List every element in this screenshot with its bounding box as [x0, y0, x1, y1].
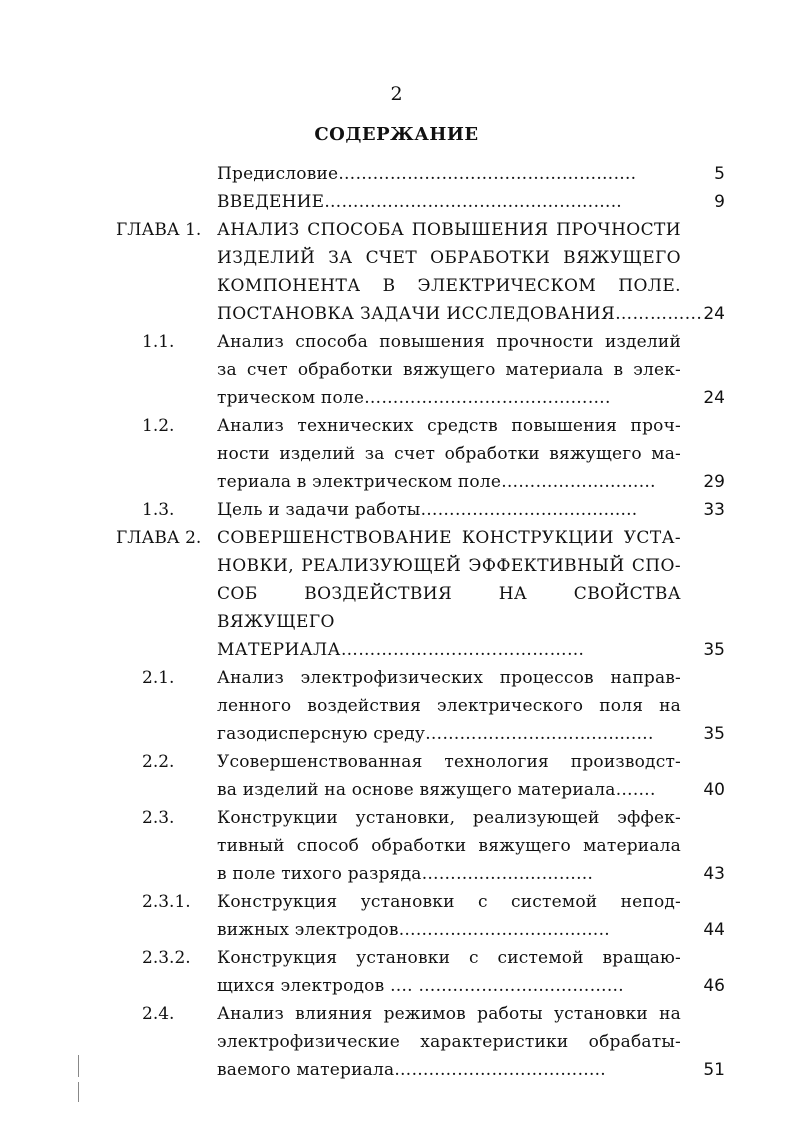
- page-number: 2: [390, 83, 403, 105]
- toc-entry-section: [0, 748, 793, 804]
- page-title: СОДЕРЖАНИЕ: [314, 124, 479, 145]
- toc-entry-number: ГЛАВА 1.: [116, 220, 202, 240]
- toc-entry-section: [0, 328, 793, 412]
- toc-line: щихся электродов …. …..……………....…………: [217, 976, 625, 996]
- toc-page-number: 29: [703, 472, 725, 492]
- toc-entry-subsection: [0, 888, 793, 944]
- scan-margin-mark: [78, 1055, 79, 1077]
- toc-line: НОВКИ, РЕАЛИЗУЮЩЕЙ ЭФФЕКТИВНЫЙ СПО-: [217, 556, 681, 576]
- toc-line: Конструкция установки с системой вращаю-: [217, 948, 681, 968]
- toc-entry-section: [0, 496, 793, 524]
- toc-page-number: 24: [703, 388, 725, 408]
- toc-page-number: 9: [714, 192, 725, 212]
- toc-line: МАТЕРИАЛА………………..…….……………: [217, 640, 585, 660]
- toc-entry-chapter-2: [0, 524, 793, 664]
- toc-entry-text: [217, 216, 703, 328]
- toc-line: электрофизические характеристики обрабаты-: [217, 1032, 681, 1052]
- toc-entry-preface: [0, 160, 793, 188]
- toc-entry-section: [0, 1000, 793, 1084]
- toc-line: Анализ электрофизических процессов направ-: [217, 668, 681, 688]
- toc-line: СОВЕРШЕНСТВОВАНИЕ КОНСТРУКЦИИ УСТА-: [217, 528, 681, 548]
- toc-entry-text: [217, 804, 681, 888]
- toc-page-number: 33: [703, 500, 725, 520]
- toc-line: ПОСТАНОВКА ЗАДАЧИ ИССЛЕДОВАНИЯ…………...: [217, 304, 703, 324]
- toc-page-number: 40: [703, 780, 725, 800]
- toc-entry-number: 2.3.2.: [142, 948, 191, 968]
- toc-entry-number: 1.1.: [142, 332, 175, 352]
- toc-entry-text: [217, 188, 681, 216]
- toc-page-number: 35: [703, 640, 725, 660]
- toc-line: за счет обработки вяжущего материала в элек-: [217, 360, 681, 380]
- toc-entry-text: [217, 524, 681, 664]
- toc-entry-text: [217, 944, 681, 1000]
- toc-entry-text: [217, 888, 681, 944]
- toc-page-number: 24: [703, 304, 725, 324]
- toc-line: Конструкция установки с системой непод-: [217, 892, 681, 912]
- toc-entry-text: [217, 160, 681, 188]
- toc-line: газодисперсную среду…………………..………....….: [217, 724, 654, 744]
- toc-line: Усовершенствованная технология производст-: [217, 752, 681, 772]
- toc-line: ИЗДЕЛИЙ ЗА СЧЕТ ОБРАБОТКИ ВЯЖУЩЕГО: [217, 248, 681, 268]
- toc-line: АНАЛИЗ СПОСОБА ПОВЫШЕНИЯ ПРОЧНОСТИ: [217, 220, 681, 240]
- toc-entry-number: 2.1.: [142, 668, 175, 688]
- table-of-contents: [0, 160, 793, 1084]
- toc-page-number: 35: [703, 724, 725, 744]
- toc-line: Анализ влияния режимов работы установки на: [217, 1004, 681, 1024]
- toc-line: Анализ технических средств повышения проч-: [217, 416, 681, 436]
- toc-entry-number: 2.2.: [142, 752, 175, 772]
- toc-line: ленного воздействия электрического поля на: [217, 696, 681, 716]
- toc-page-number: 51: [703, 1060, 725, 1080]
- toc-entry-introduction: [0, 188, 793, 216]
- toc-entry-text: [217, 1000, 681, 1084]
- toc-page-number: 46: [703, 976, 725, 996]
- toc-entry-text: [217, 664, 681, 748]
- toc-entry-number: 2.3.1.: [142, 892, 191, 912]
- toc-line: СОБ ВОЗДЕЙСТВИЯ НА СВОЙСТВА ВЯЖУЩЕГО: [217, 584, 681, 632]
- toc-line: териала в электрическом поле………………………: [217, 472, 656, 492]
- toc-entry-number: 2.3.: [142, 808, 175, 828]
- toc-entry-number: ГЛАВА 2.: [116, 528, 202, 548]
- toc-line: тивный способ обработки вяжущего материала: [217, 836, 681, 856]
- toc-line: Цель и задачи работы…………………..…….….....: [217, 500, 638, 520]
- toc-entry-section: [0, 804, 793, 888]
- scan-margin-mark: [78, 1082, 79, 1102]
- toc-entry-number: 1.2.: [142, 416, 175, 436]
- toc-line: вижных электродов………..……….……..……..: [217, 920, 610, 940]
- toc-page-number: 5: [714, 164, 725, 184]
- toc-entry-text: [217, 496, 681, 524]
- toc-entry-number: 1.3.: [142, 500, 175, 520]
- toc-line: Анализ способа повышения прочности изделий: [217, 332, 681, 352]
- toc-entry-number: 2.4.: [142, 1004, 175, 1024]
- toc-entry-section: [0, 412, 793, 496]
- toc-entry-chapter-1: [0, 216, 793, 328]
- toc-entry-subsection: [0, 944, 793, 1000]
- toc-line: трическом поле…………………………………….: [217, 388, 611, 408]
- toc-line: в поле тихого разряда………..…….…………: [217, 864, 594, 884]
- toc-line: Конструкции установки, реализующей эффек-: [217, 808, 681, 828]
- toc-line: ва изделий на основе вяжущего материала…….: [217, 780, 656, 800]
- toc-page-number: 43: [703, 864, 725, 884]
- toc-entry-text: [217, 412, 681, 496]
- toc-line: КОМПОНЕНТА В ЭЛЕКТРИЧЕСКОМ ПОЛЕ.: [217, 276, 681, 296]
- toc-line: Предисловие…………………………………………….: [217, 164, 637, 184]
- toc-entry-text: [217, 748, 681, 804]
- toc-entry-section: [0, 664, 793, 748]
- toc-line: ности изделий за счет обработки вяжущего ма-: [217, 444, 681, 464]
- toc-page-number: 44: [703, 920, 725, 940]
- toc-entry-text: [217, 328, 681, 412]
- toc-line: ВВЕДЕНИЕ……………………………..……………..: [217, 192, 622, 212]
- toc-line: ваемого материала……..………………………..: [217, 1060, 606, 1080]
